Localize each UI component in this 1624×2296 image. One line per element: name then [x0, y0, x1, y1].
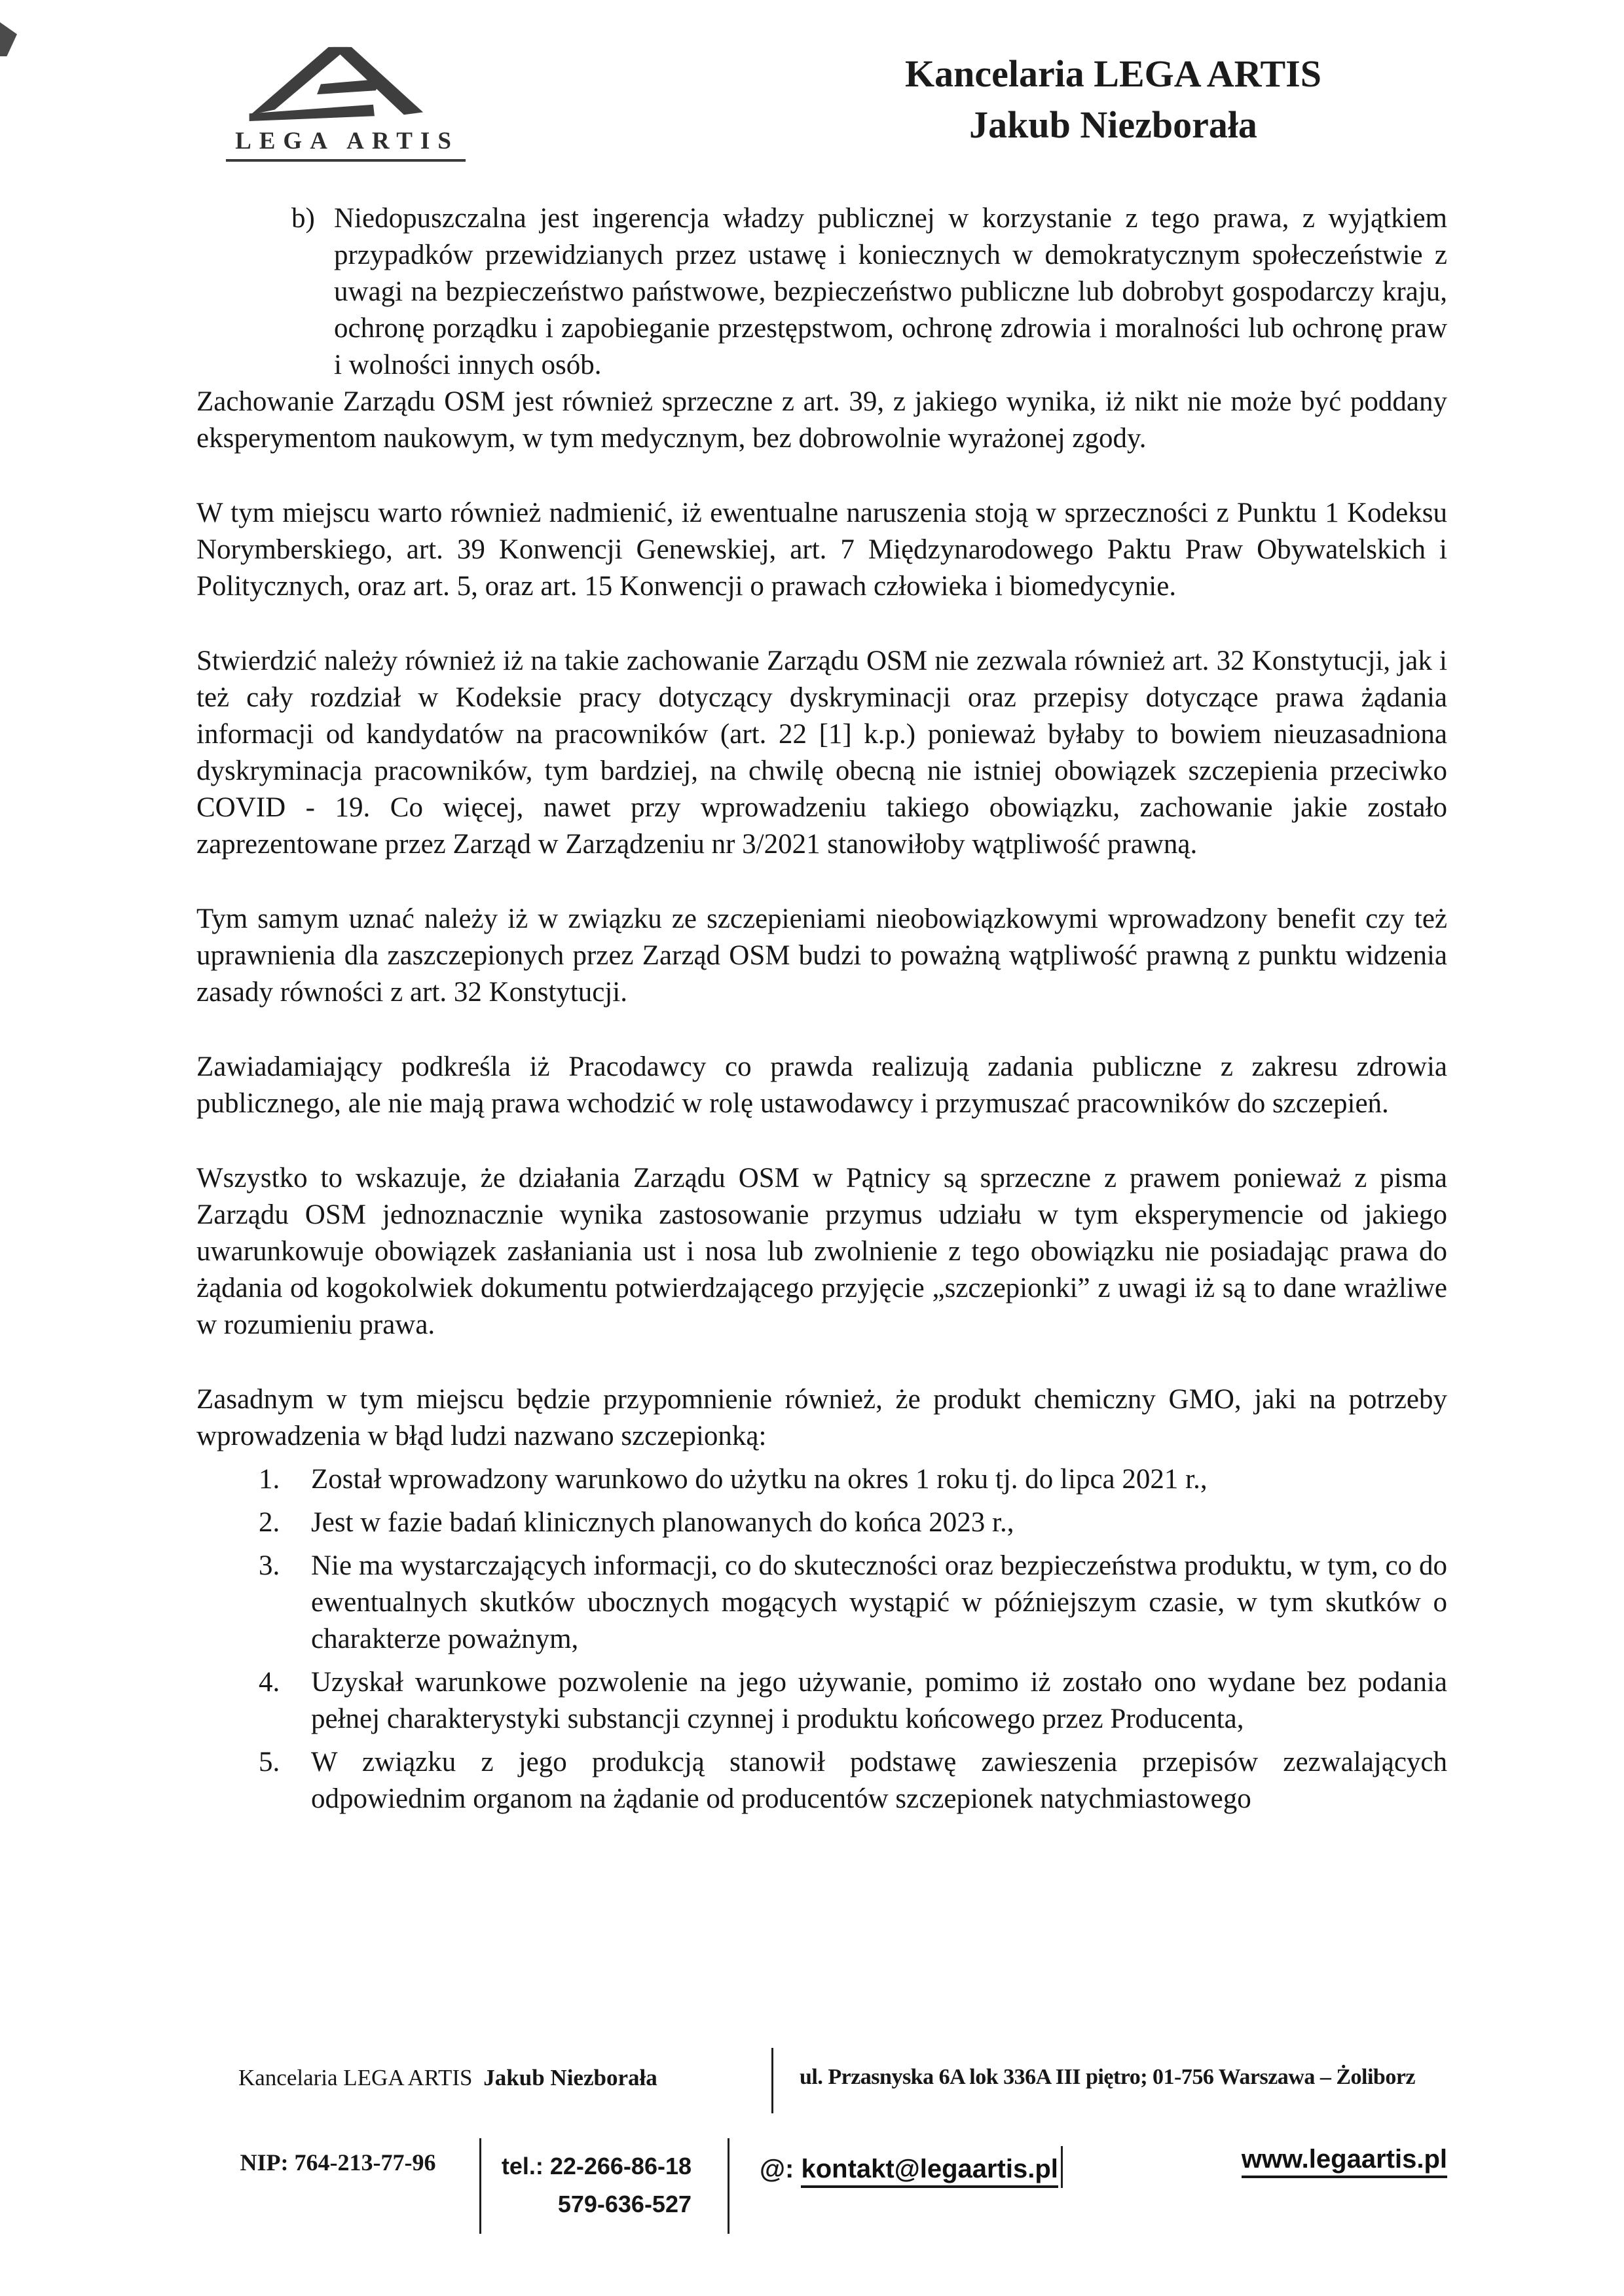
- list-item-number: 1.: [259, 1464, 280, 1495]
- footer-website-link[interactable]: www.legaartis.pl: [1242, 2145, 1447, 2178]
- list-item-number: 5.: [259, 1747, 280, 1777]
- paragraph: Stwierdzić należy również iż na takie zachowanie Zarządu OSM nie zezwala również art. 32 Konstytucji, jak i też cały rozdział w Kodeksie pracy dotyczący dyskryminacji oraz przepisy dotyczące prawa żądania informacji od kandydatów na pracowników (art. 22 [1] k.p.) ponieważ byłaby to bowiem nieuzasadniona dyskryminacja pracowników, tym bardziej, na chwilę obecną nie istniej obowiązek szczepienia przeciwko COVID - 19. Co więcej, nawet przy wprowadzeniu takiego obowiązku, zachowanie jakie zostało zaprezentowane przez Zarząd w Zarządzeniu nr 3/2021 stanowiłoby wątpliwość prawną.: [196, 646, 1447, 860]
- list-item-text: W związku z jego produkcją stanowił podstawę zawieszenia przepisów zezwalających odpowiednim organom na żądanie od producentów szczepionek natychmiastowego: [311, 1747, 1447, 1814]
- paragraph: Zasadnym w tym miejscu będzie przypomnienie również, że produkt chemiczny GMO, jaki na potrzeby wprowadzenia w błąd ludzi nazwano szczepionką:: [196, 1384, 1447, 1451]
- list-item-number: 4.: [259, 1667, 280, 1698]
- letterhead-title: [838, 48, 1388, 151]
- footer-email-block: [729, 2138, 1100, 2234]
- list-item-b-label: b): [291, 203, 315, 234]
- logo-wordmark: LEGA ARTIS: [226, 127, 466, 162]
- list-item: [259, 1664, 1447, 1738]
- list-item-text: Został wprowadzony warunkowo do użytku na okres 1 roku tj. do lipca 2021 r.,: [311, 1464, 1208, 1495]
- footer-firm-prefix: Kancelaria LEGA ARTIS: [238, 2065, 473, 2090]
- lega-artis-logo-icon: [244, 43, 447, 123]
- footer-email-prefix: @:: [760, 2155, 794, 2183]
- footer-firm-name: [196, 2048, 771, 2091]
- company-logo: [215, 43, 477, 162]
- letter-footer: [196, 2048, 1447, 2234]
- footer-divider: [1061, 2146, 1063, 2188]
- footer-phone-block: [479, 2138, 729, 2234]
- list-item: [259, 1744, 1447, 1817]
- paragraph: Tym samym uznać należy iż w związku ze szczepieniami nieobowiązkowymi wprowadzony benefit czy też uprawnienia dla zaszczepionych przez Zarząd OSM budzi to poważną wątpliwość prawną z punktu widzenia zasady równości z art. 32 Konstytucji.: [196, 903, 1447, 1008]
- letterhead: [0, 0, 1624, 196]
- footer-nip: NIP: 764-213-77-96: [240, 2149, 436, 2176]
- list-item-b-text: Niedopuszczalna jest ingerencja władzy publicznej w korzystanie z tego prawa, z wyjątkiem przypadków przewidzianych przez ustawę i koniecznych w demokratycznym społeczeństwie z uwagi na bezpieczeństwo państwowe, bezpieczeństwo publiczne lub dobrobyt gospodarczy kraju, ochronę porządku i zapobieganie przestępstwom, ochronę zdrowia i moralności lub ochronę praw i wolności innych osób.: [334, 203, 1447, 380]
- footer-address: ul. Przasnyska 6A lok 336A III piętro; 01-756 Warszawa – Żoliborz: [771, 2048, 1447, 2113]
- firm-title-line2: Jakub Niezborała: [969, 103, 1257, 146]
- list-item-b: [291, 200, 1447, 384]
- list-item: [259, 1504, 1447, 1541]
- list-item-text: Uzyskał warunkowe pozwolenie na jego używanie, pomimo iż zostało ono wydane bez podania pełnej charakterystyki substancji czynnej i produktu końcowego przez Producenta,: [311, 1667, 1447, 1734]
- footer-phone-1: tel.: 22-266-86-18: [501, 2153, 692, 2179]
- paragraph: W tym miejscu warto również nadmienić, iż ewentualne naruszenia stoją w sprzeczności z Punktu 1 Kodeksu Norymberskiego, art. 39 Konwencji Genewskiej, art. 7 Międzynarodowego Paktu Praw Obywatelskich i Politycznych, oraz art. 5, oraz art. 15 Konwencji o prawach człowieka i biomedycynie.: [196, 498, 1447, 602]
- list-item-number: 3.: [259, 1550, 280, 1581]
- list-item: [259, 1461, 1447, 1498]
- footer-phone-2: 579-636-527: [557, 2191, 692, 2217]
- letter-body: [0, 196, 1624, 1817]
- firm-title-line1: Kancelaria LEGA ARTIS: [904, 52, 1322, 95]
- footer-firm-owner: Jakub Niezborała: [483, 2065, 657, 2090]
- footer-row-contacts: [196, 2138, 1447, 2234]
- footer-email-link[interactable]: kontakt@legaartis.pl: [801, 2155, 1058, 2188]
- paragraph: Zawiadamiający podkreśla iż Pracodawcy co prawda realizują zadania publiczne z zakresu zdrowia publicznego, ale nie mają prawa wchodzić w rolę ustawodawcy i przymuszać pracowników do szczepień.: [196, 1051, 1447, 1119]
- list-item-text: Jest w fazie badań klinicznych planowanych do końca 2023 r.,: [311, 1507, 1014, 1538]
- footer-row-identity: [196, 2048, 1447, 2113]
- numbered-list: [259, 1461, 1447, 1817]
- footer-website-block: [1100, 2138, 1447, 2234]
- list-item-text: Nie ma wystarczających informacji, co do skuteczności oraz bezpieczeństwa produktu, w tym, co do ewentualnych skutków ubocznych mogących wystąpić w późniejszym czasie, w tym skutków o charakterze poważnym,: [311, 1550, 1447, 1654]
- list-item-number: 2.: [259, 1507, 280, 1538]
- list-item: [259, 1548, 1447, 1658]
- paragraph: Wszystko to wskazuje, że działania Zarządu OSM w Pątnicy są sprzeczne z prawem ponieważ z pisma Zarządu OSM jednoznacznie wynika zastosowanie przymus udziału w tym eksperymencie od jakiego uwarunkowuje obowiązek zasłaniania ust i nosa lub zwolnienie z tego obowiązku nie posiadając prawa do żądania od kogokolwiek dokumentu potwierdzającego przyjęcie „szczepionki” z uwagi iż są to dane wrażliwe w rozumieniu prawa.: [196, 1163, 1447, 1340]
- paragraph: Zachowanie Zarządu OSM jest również sprzeczne z art. 39, z jakiego wynika, iż nikt nie może być poddany eksperymentom naukowym, w tym medycznym, bez dobrowolnie wyrażonej zgody.: [196, 386, 1447, 454]
